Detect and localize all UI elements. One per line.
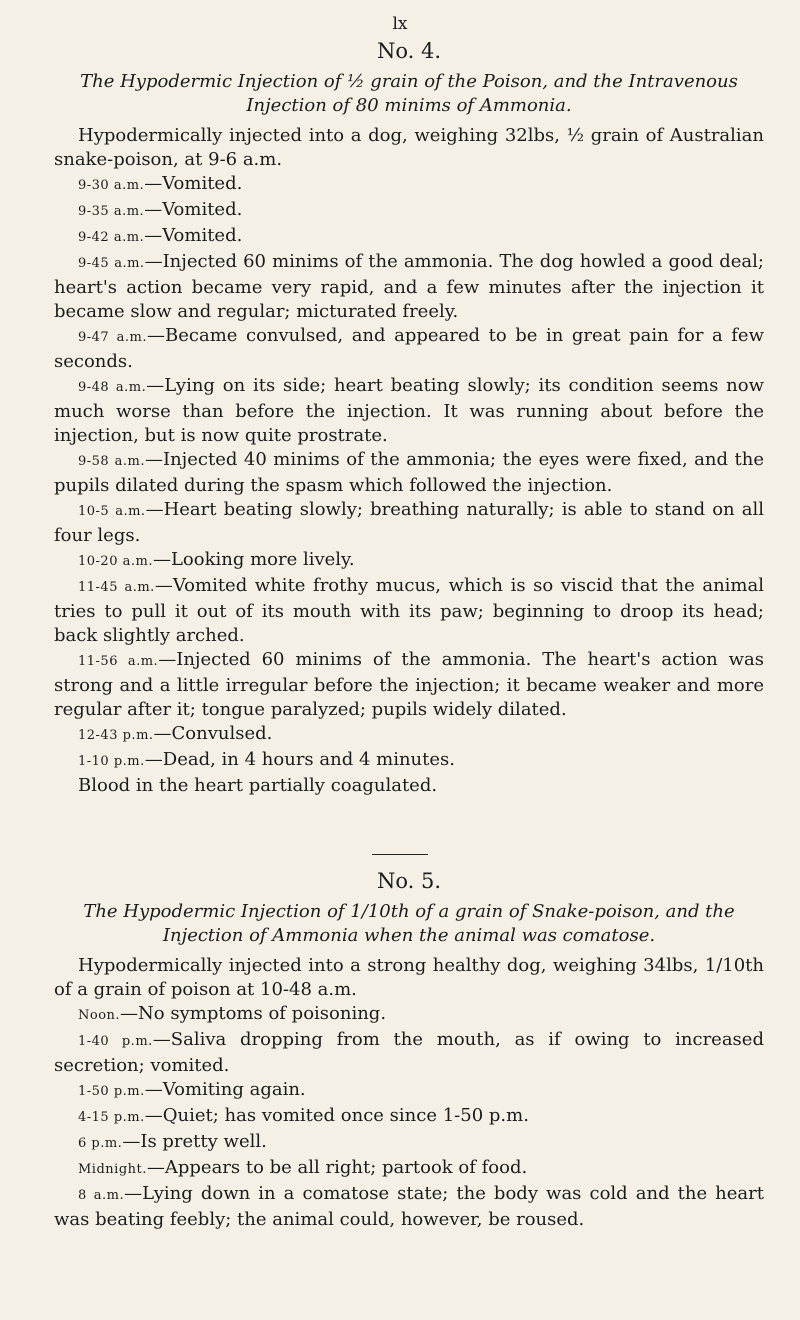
log-text: —Vomited. [144,225,243,246]
log-entry [54,1156,764,1182]
log-time: 10-5 a.m. [78,504,146,519]
log-text: —Convulsed. [153,723,273,744]
log-entry [54,648,764,722]
log-text: Blood in the heart partially coagulated. [78,775,438,796]
log-text: —Appears to be all right; partook of food. [146,1157,528,1178]
log-entry [54,250,764,324]
log-entry [54,774,764,800]
log-text: —Vomiting again. [144,1079,306,1100]
log-entry [54,1182,764,1232]
experiment-title [54,70,764,118]
log-time: Noon. [78,1008,121,1023]
experiment-number: No. 5. [376,869,442,893]
log-time: 1-50 p.m. [78,1084,145,1099]
log-entry [54,198,764,224]
log-time: 1-40 p.m. [78,1034,153,1049]
log-text: —Quiet; has vomited once since 1-50 p.m. [144,1105,529,1126]
log-entry [54,1078,764,1104]
log-time: 9-58 a.m. [78,454,145,469]
log-text: —Injected 40 minims of the ammonia; the eyes were fixed, and the pupils dilated during the spasm which followed the injection. [54,449,764,496]
log-text: —Is pretty well. [122,1131,267,1152]
log-entry [54,548,764,574]
experiment-intro: Hypodermically injected into a strong healthy dog, weighing 34lbs, 1/10th of a grain of poison at 10-48 a.m. [54,955,764,1000]
log-time: 8 a.m. [78,1188,125,1203]
log-time: 9-45 a.m. [78,256,145,271]
log-time: 9-35 a.m. [78,204,145,219]
experiment-title-line: The Hypodermic Injection of ½ grain of the Poison, and the Intravenous [80,71,738,92]
log-time: 1-10 p.m. [78,754,145,769]
log-text: —Saliva dropping from the mouth, as if owing to increased secretion; vomited. [54,1029,764,1076]
log-text: —Injected 60 minims of the ammonia. The dog howled a good deal; heart's action became very rapid, and a few minutes after the injection it became slow and regular; micturated freely. [54,251,764,322]
log-time: 11-45 a.m. [78,580,155,595]
log-time: 12-43 p.m. [78,728,154,743]
experiment-title [54,900,764,948]
log-entry [54,498,764,548]
log-text: —Vomited. [144,199,243,220]
log-entry [54,448,764,498]
log-entry [54,172,764,198]
log-entry [54,324,764,374]
log-entry [54,1130,764,1156]
log-entry [54,1002,764,1028]
log-entry [54,1028,764,1078]
log-entry [54,1104,764,1130]
log-text: —No symptoms of poisoning. [120,1003,387,1024]
log-time: Midnight. [78,1162,147,1177]
log-text: —Lying on its side; heart beating slowly; its condition seems now much worse than before the injection. It was running about before the injection, but is now quite prostrate. [54,375,764,446]
log-time: 4-15 p.m. [78,1110,145,1125]
log-entry [54,722,764,748]
experiment-title-line: Injection of 80 minims of Ammonia. [246,95,572,116]
log-text: —Looking more lively. [152,549,355,570]
log-text: —Vomited white frothy mucus, which is so viscid that the animal tries to pull it out of its mouth with its paw; beginning to droop its head; back slightly arched. [54,575,764,646]
section-divider [372,854,428,855]
experiment-no-4 [54,38,764,800]
log-time: 11-56 a.m. [78,654,159,669]
log-time: 9-42 a.m. [78,230,145,245]
experiment-number: No. 4. [376,39,442,63]
log-text: —Became convulsed, and appeared to be in great pain for a few seconds. [54,325,764,372]
log-text: —Dead, in 4 hours and 4 minutes. [144,749,455,770]
experiment-intro: Hypodermically injected into a dog, weighing 32lbs, ½ grain of Australian snake-poison, at 9-6 a.m. [54,125,764,170]
experiment-no-5 [54,868,764,1232]
log-entry [54,574,764,648]
log-time: 9-48 a.m. [78,380,147,395]
experiment-title-line: The Hypodermic Injection of 1/10th of a grain of Snake-poison, and the [83,901,735,922]
log-text: —Injected 60 minims of the ammonia. The heart's action was strong and a little irregular before the injection; it became weaker and more regular after it; tongue paralyzed; pupils widely dilated. [54,649,765,720]
log-time: 10-20 a.m. [78,554,153,569]
log-time: 9-30 a.m. [78,178,145,193]
log-time: 9-47 a.m. [78,330,148,345]
log-entry [54,374,764,448]
log-text: —Lying down in a comatose state; the body was cold and the heart was beating feebly; the animal could, however, be roused. [54,1183,764,1230]
log-text: —Heart beating slowly; breathing naturally; is able to stand on all four legs. [54,499,764,546]
log-text: —Vomited. [144,173,243,194]
log-time: 6 p.m. [78,1136,123,1151]
page-number: lx [392,14,408,34]
log-entry [54,748,764,774]
experiment-title-line: Injection of Ammonia when the animal was comatose. [162,925,656,946]
log-entry [54,224,764,250]
